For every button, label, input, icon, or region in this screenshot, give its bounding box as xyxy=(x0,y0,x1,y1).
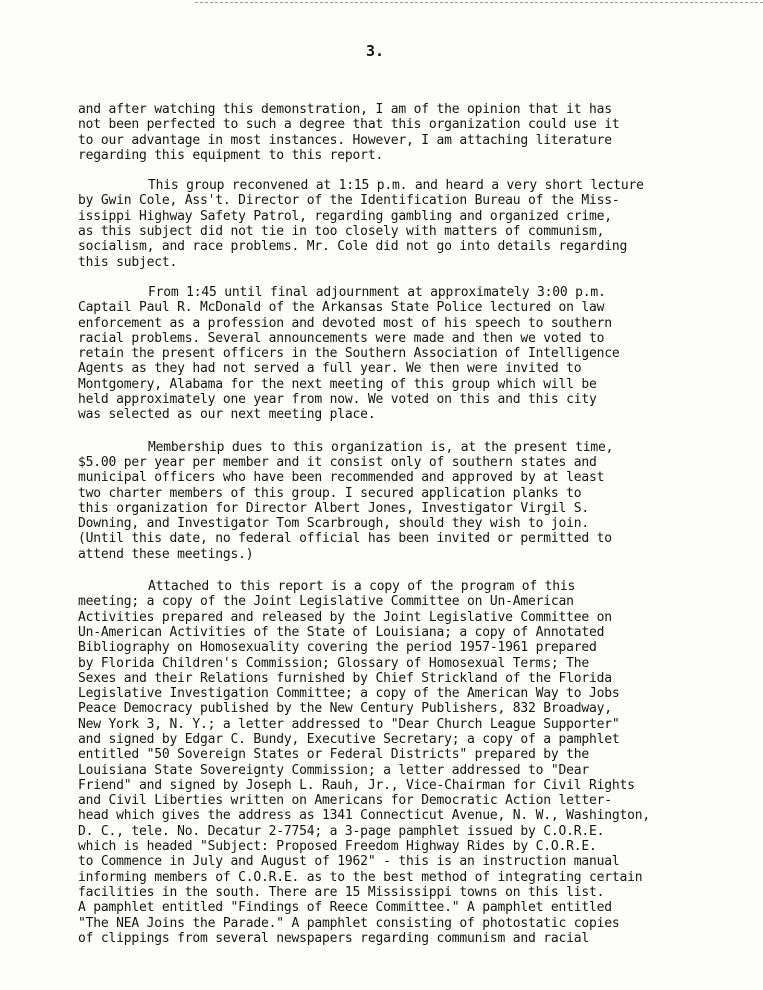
paragraph-text: and after watching this demonstration, I am of the opinion that it has not been perfected to such a degree that this organization could use it to our advantage in most instances. However, I am attaching literature regarding this equipment to this report. xyxy=(78,102,620,163)
paragraph-afternoon-lecture xyxy=(78,178,758,270)
paragraph-text: From 1:45 until final adjournment at approximately 3:00 p.m. Captail Paul R. McDonald of the Arkansas State Police lectured on law enforcement as a profession and devoted most of his speech to southern racial problems. Several announcements were made and then we voted to retain the present officers in the Southern Association of Intelligence Agents as they had not served a full year. We then were invited to Montgomery, Alabama for the next meeting of this group which will be held approximately one year from now. We voted on this and this city was selected as our next meeting place. xyxy=(78,284,620,423)
page-top-edge-rule xyxy=(195,2,763,3)
paragraph-final-adjournment xyxy=(78,285,758,423)
paragraph-membership-dues xyxy=(78,440,758,562)
paragraph-text: Attached to this report is a copy of the program of this meeting; a copy of the Joint Legislative Committee on Un-American Activities prepared and released by the Joint Legislative Committee on Un-American Activities of the State of Louisiana; a copy of Annotated Bibliography on Homosexuality covering the period 1957-1961 prepared by Florida Children's Commission; Glossary of Homosexual Terms; The Sexes and their Relations furnished by Chief Strickland of the Florida Legislative Investigation Committee; a copy of the American Way to Jobs Peace Democracy published by the New Century Publishers, 832 Broadway, New York 3, N. Y.; a letter addressed to "Dear Church League Supporter" and signed by Edgar C. Bundy, Executive Secretary; a copy of a pamphlet entitled "50 Sovereign States or Federal Districts" prepared by the Louisiana State Sovereignty Commission; a letter addressed to "Dear Friend" and signed by Joseph L. Rauh, Jr., Vice-Chairman for Civil Rights and Civil Liberties written on Americans for Democratic Action letter- head which gives the address as 1341 Connecticut Avenue, N. W., Washington, D. C., tele. No. Decatur 2-7754; a 3-page pamphlet issued by C.O.R.E. which is headed "Subject: Proposed Freedom Highway Rides by C.O.R.E. to Commence in July and August of 1962" - this is an instruction manual informing members of C.O.R.E. as to the best method of integrating certain facilities in the south. There are 15 Mississippi towns on this list. A pamphlet entitled "Findings of Reece Committee." A pamphlet entitled "The NEA Joins the Parade." A pamphlet consisting of photostatic copies of clippings from several newspapers regarding communism and racial xyxy=(78,579,650,946)
paragraph-attachments xyxy=(78,579,758,946)
page-number: 3. xyxy=(366,42,385,60)
paragraph-text: Membership dues to this organization is, at the present time, $5.00 per year per member and it consist only of southern states and municipal officers who have been recommended and approved by at least two charter members of this group. I secured application planks to this organization for Director Albert Jones, Investigator Virgil S. Downing, and Investigator Tom Scarbrough, should they wish to join. (Until this date, no federal official has been invited or permitted to attend these meetings.) xyxy=(78,439,614,562)
document-body xyxy=(78,102,758,964)
paragraph-text: This group reconvened at 1:15 p.m. and heard a very short lecture by Gwin Cole, Ass't. Director of the Identification Bureau of the Miss- issippi Highway Safety Patrol, regarding gambling and organized crime, as this subject did not tie in too closely with matters of communism, socialism, and race problems. Mr. Cole did not go into details regarding this subject. xyxy=(78,178,644,270)
paragraph-continuation xyxy=(78,102,758,163)
